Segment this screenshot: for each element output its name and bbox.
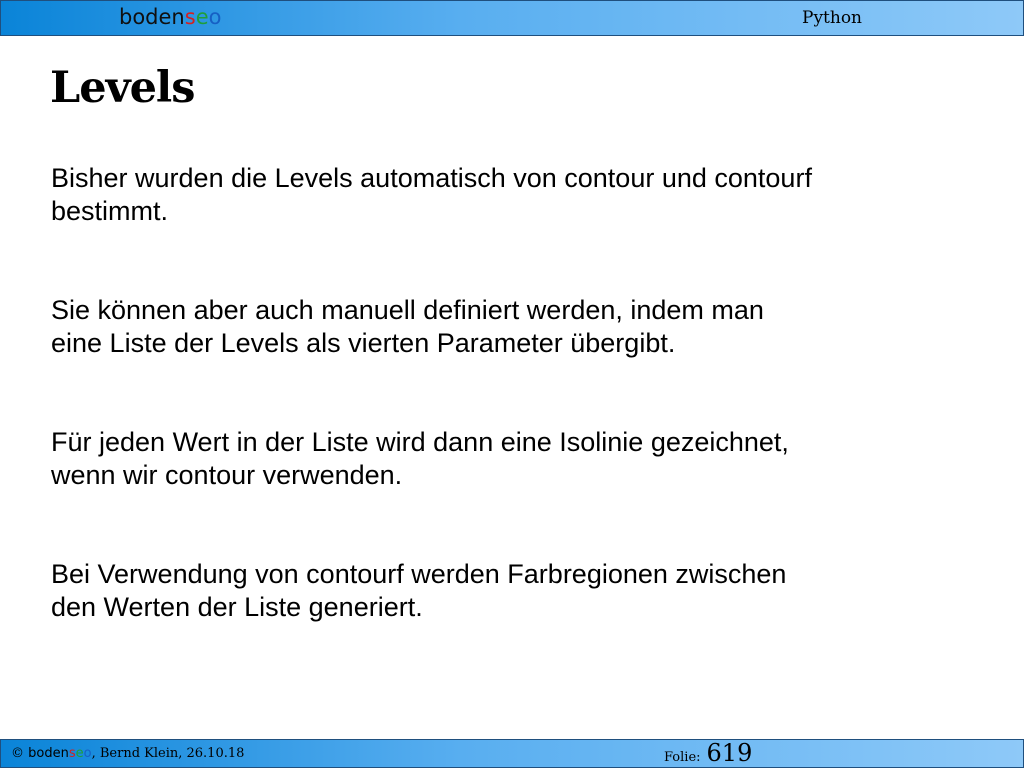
paragraph-2-line-1: Sie können aber auch manuell definiert werden, indem man bbox=[51, 295, 764, 325]
bodenseo-logo bbox=[119, 4, 221, 30]
paragraph-3 bbox=[51, 426, 971, 492]
paragraph-1-line-2: bestimmt. bbox=[51, 196, 169, 226]
paragraph-4-line-2: den Werten der Liste generiert. bbox=[51, 592, 423, 622]
paragraph-3-line-2: wenn wir contour verwenden. bbox=[51, 460, 403, 490]
slide-counter bbox=[664, 740, 752, 766]
slide-title: Levels bbox=[50, 63, 195, 113]
footer-author-date: , Bernd Klein, 26.10.18 bbox=[91, 746, 245, 761]
logo-letter-o: o bbox=[208, 5, 222, 29]
footer-logo-o: o bbox=[83, 746, 92, 761]
paragraph-2 bbox=[51, 294, 971, 360]
paragraph-2-line-2: eine Liste der Levels als vierten Parameter übergibt. bbox=[51, 328, 676, 358]
slide-number: 619 bbox=[706, 739, 753, 767]
footer-logo-e: e bbox=[75, 746, 84, 761]
logo-text-boden: boden bbox=[119, 5, 185, 29]
footer-logo-s: s bbox=[68, 746, 76, 761]
paragraph-1-line-1: Bisher wurden die Levels automatisch von contour und contourf bbox=[51, 163, 812, 193]
logo-letter-e: e bbox=[195, 5, 209, 29]
paragraph-3-line-1: Für jeden Wert in der Liste wird dann eine Isolinie gezeichnet, bbox=[51, 427, 789, 457]
copyright-symbol: © bbox=[11, 746, 24, 761]
footer-bar bbox=[0, 739, 1024, 768]
paragraph-4-line-1: Bei Verwendung von contourf werden Farbregionen zwischen bbox=[51, 559, 787, 589]
footer-logo bbox=[28, 746, 91, 761]
footer-logo-boden: boden bbox=[28, 746, 69, 761]
slide-content bbox=[51, 162, 971, 624]
footer-credits bbox=[11, 746, 244, 762]
logo-letter-s: s bbox=[184, 5, 196, 29]
header-bar bbox=[0, 0, 1024, 36]
paragraph-4 bbox=[51, 558, 971, 624]
slide-number-label: Folie: bbox=[664, 750, 701, 765]
paragraph-1 bbox=[51, 162, 971, 228]
header-topic: Python bbox=[802, 8, 863, 28]
